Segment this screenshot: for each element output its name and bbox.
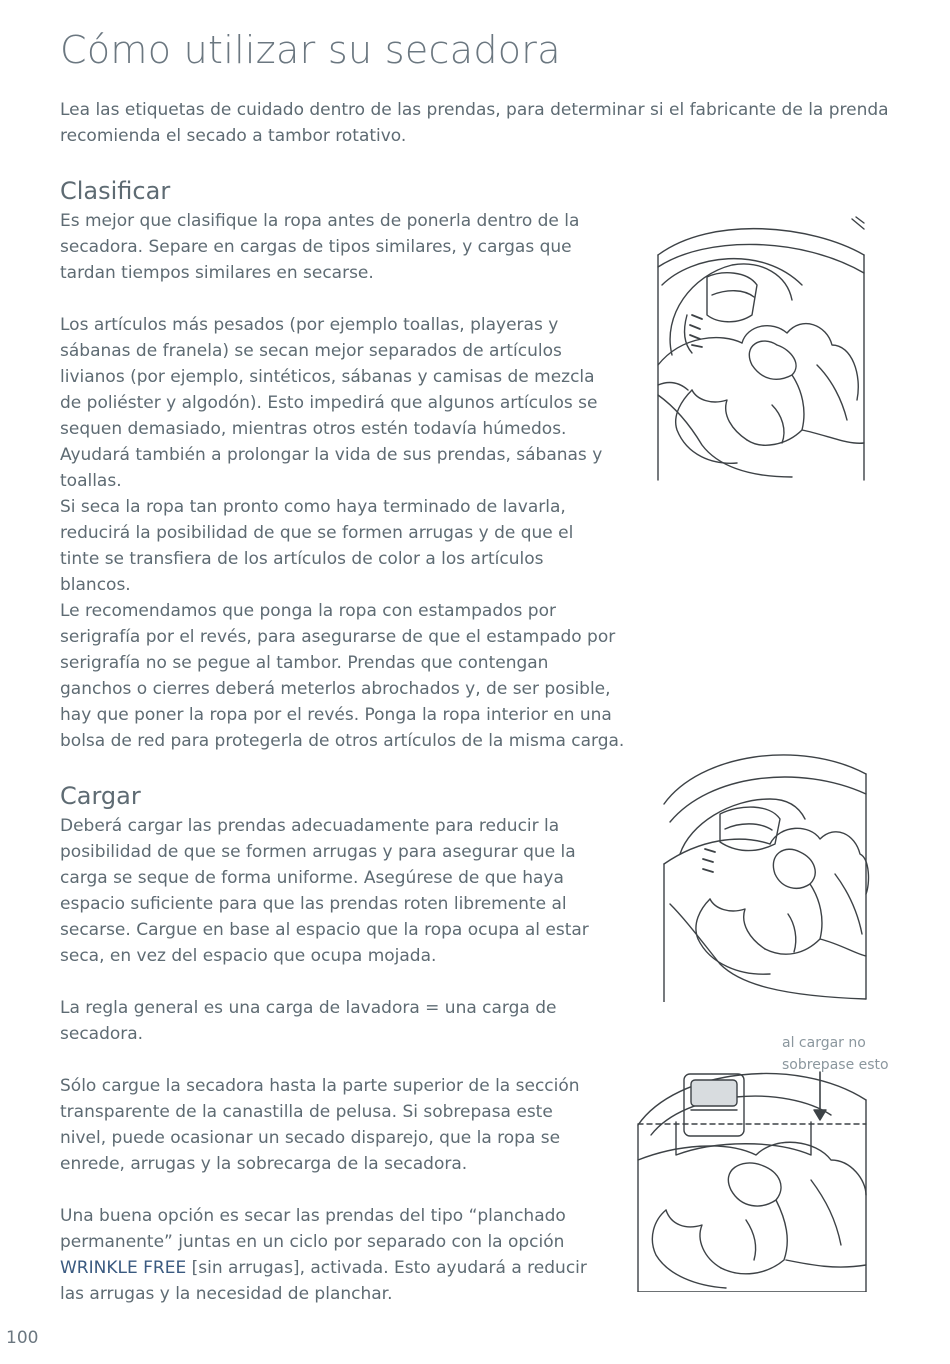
dryer-load-illustration — [660, 744, 870, 1002]
fill-level-caption: al cargar no sobrepase esto — [782, 1035, 889, 1073]
section-heading-clasificar: Clasificar — [60, 177, 171, 205]
clasificar-paragraph-4: Le recomendamos que ponga la ropa con estampados por serigrafía por el revés, para asegurarse de que el estampado por serigrafía no se pegue al tambor. Prendas que contengan ganchos o cierres deberá meterlos abrochados y, de ser posible, hay que poner la ropa por el revés. Ponga la ropa interior en una bolsa de red para protegerla de otros artículos de la misma carga. — [60, 601, 625, 751]
section-heading-cargar: Cargar — [60, 782, 141, 810]
fill-level-illustration — [636, 1060, 868, 1292]
clasificar-paragraph-2: Los artículos más pesados (por ejemplo toallas, playeras y sábanas de franela) se secan mejor separados de artículos livianos (por ejemplo, sintéticos, sábanas y camisas de mezcla de poliéster y algodón). Esto impedirá que algunos artículos se sequen demasiado, mientras otros estén todavía húmedos. Ayudará también a prolongar la vida de sus prendas, sábanas y toallas. — [60, 315, 603, 491]
clasificar-paragraph-1: Es mejor que clasifique la ropa antes de ponerla dentro de la secadora. Separe en cargas de tipos similares, y cargas que tardan tiempos similares en secarse. — [60, 211, 580, 283]
page-number: 100 — [6, 1328, 39, 1348]
cargar-paragraph-3: Sólo cargue la secadora hasta la parte superior de la sección transparente de la canastilla de pelusa. Si sobrepasa este nivel, puede ocasionar un secado disparejo, que la ropa se enrede, arrugas y la sobrecarga de la secadora. — [60, 1076, 580, 1174]
cargar-paragraph-4 — [60, 1203, 605, 1307]
cargar-paragraph-2: La regla general es una carga de lavadora = una carga de secadora. — [60, 998, 557, 1044]
cargar-paragraph-1: Deberá cargar las prendas adecuadamente para reducir la posibilidad de que se formen arrugas y para asegurar que la carga se seque de forma uniforme. Asegúrese de que haya espacio suficiente para que las prendas roten libremente al secarse. Cargue en base al espacio que la ropa ocupa al estar seca, en vez del espacio que ocupa mojada. — [60, 816, 589, 966]
paragraph-text-before: Una buena opción es secar las prendas del tipo “planchado permanente” juntas en un ciclo por separado con la opción — [60, 1206, 566, 1252]
page-title: Cómo utilizar su secadora — [60, 28, 561, 72]
intro-text: Lea las etiquetas de cuidado dentro de las prendas, para determinar si el fabricante de la prenda recomienda el secado a tambor rotativo. — [60, 100, 889, 146]
dryer-drum-illustration — [652, 215, 867, 483]
paragraph-text-after: [sin arrugas], activada. Esto ayudará a reducir las arrugas y la necesidad de planchar. — [60, 1258, 587, 1304]
clasificar-paragraph-3: Si seca la ropa tan pronto como haya terminado de lavarla, reducirá la posibilidad de que se formen arrugas y de que el tinte se transfiera de los artículos de color a los artículos blancos. — [60, 497, 574, 595]
wrinkle-free-option-label: WRINKLE FREE — [60, 1258, 187, 1278]
